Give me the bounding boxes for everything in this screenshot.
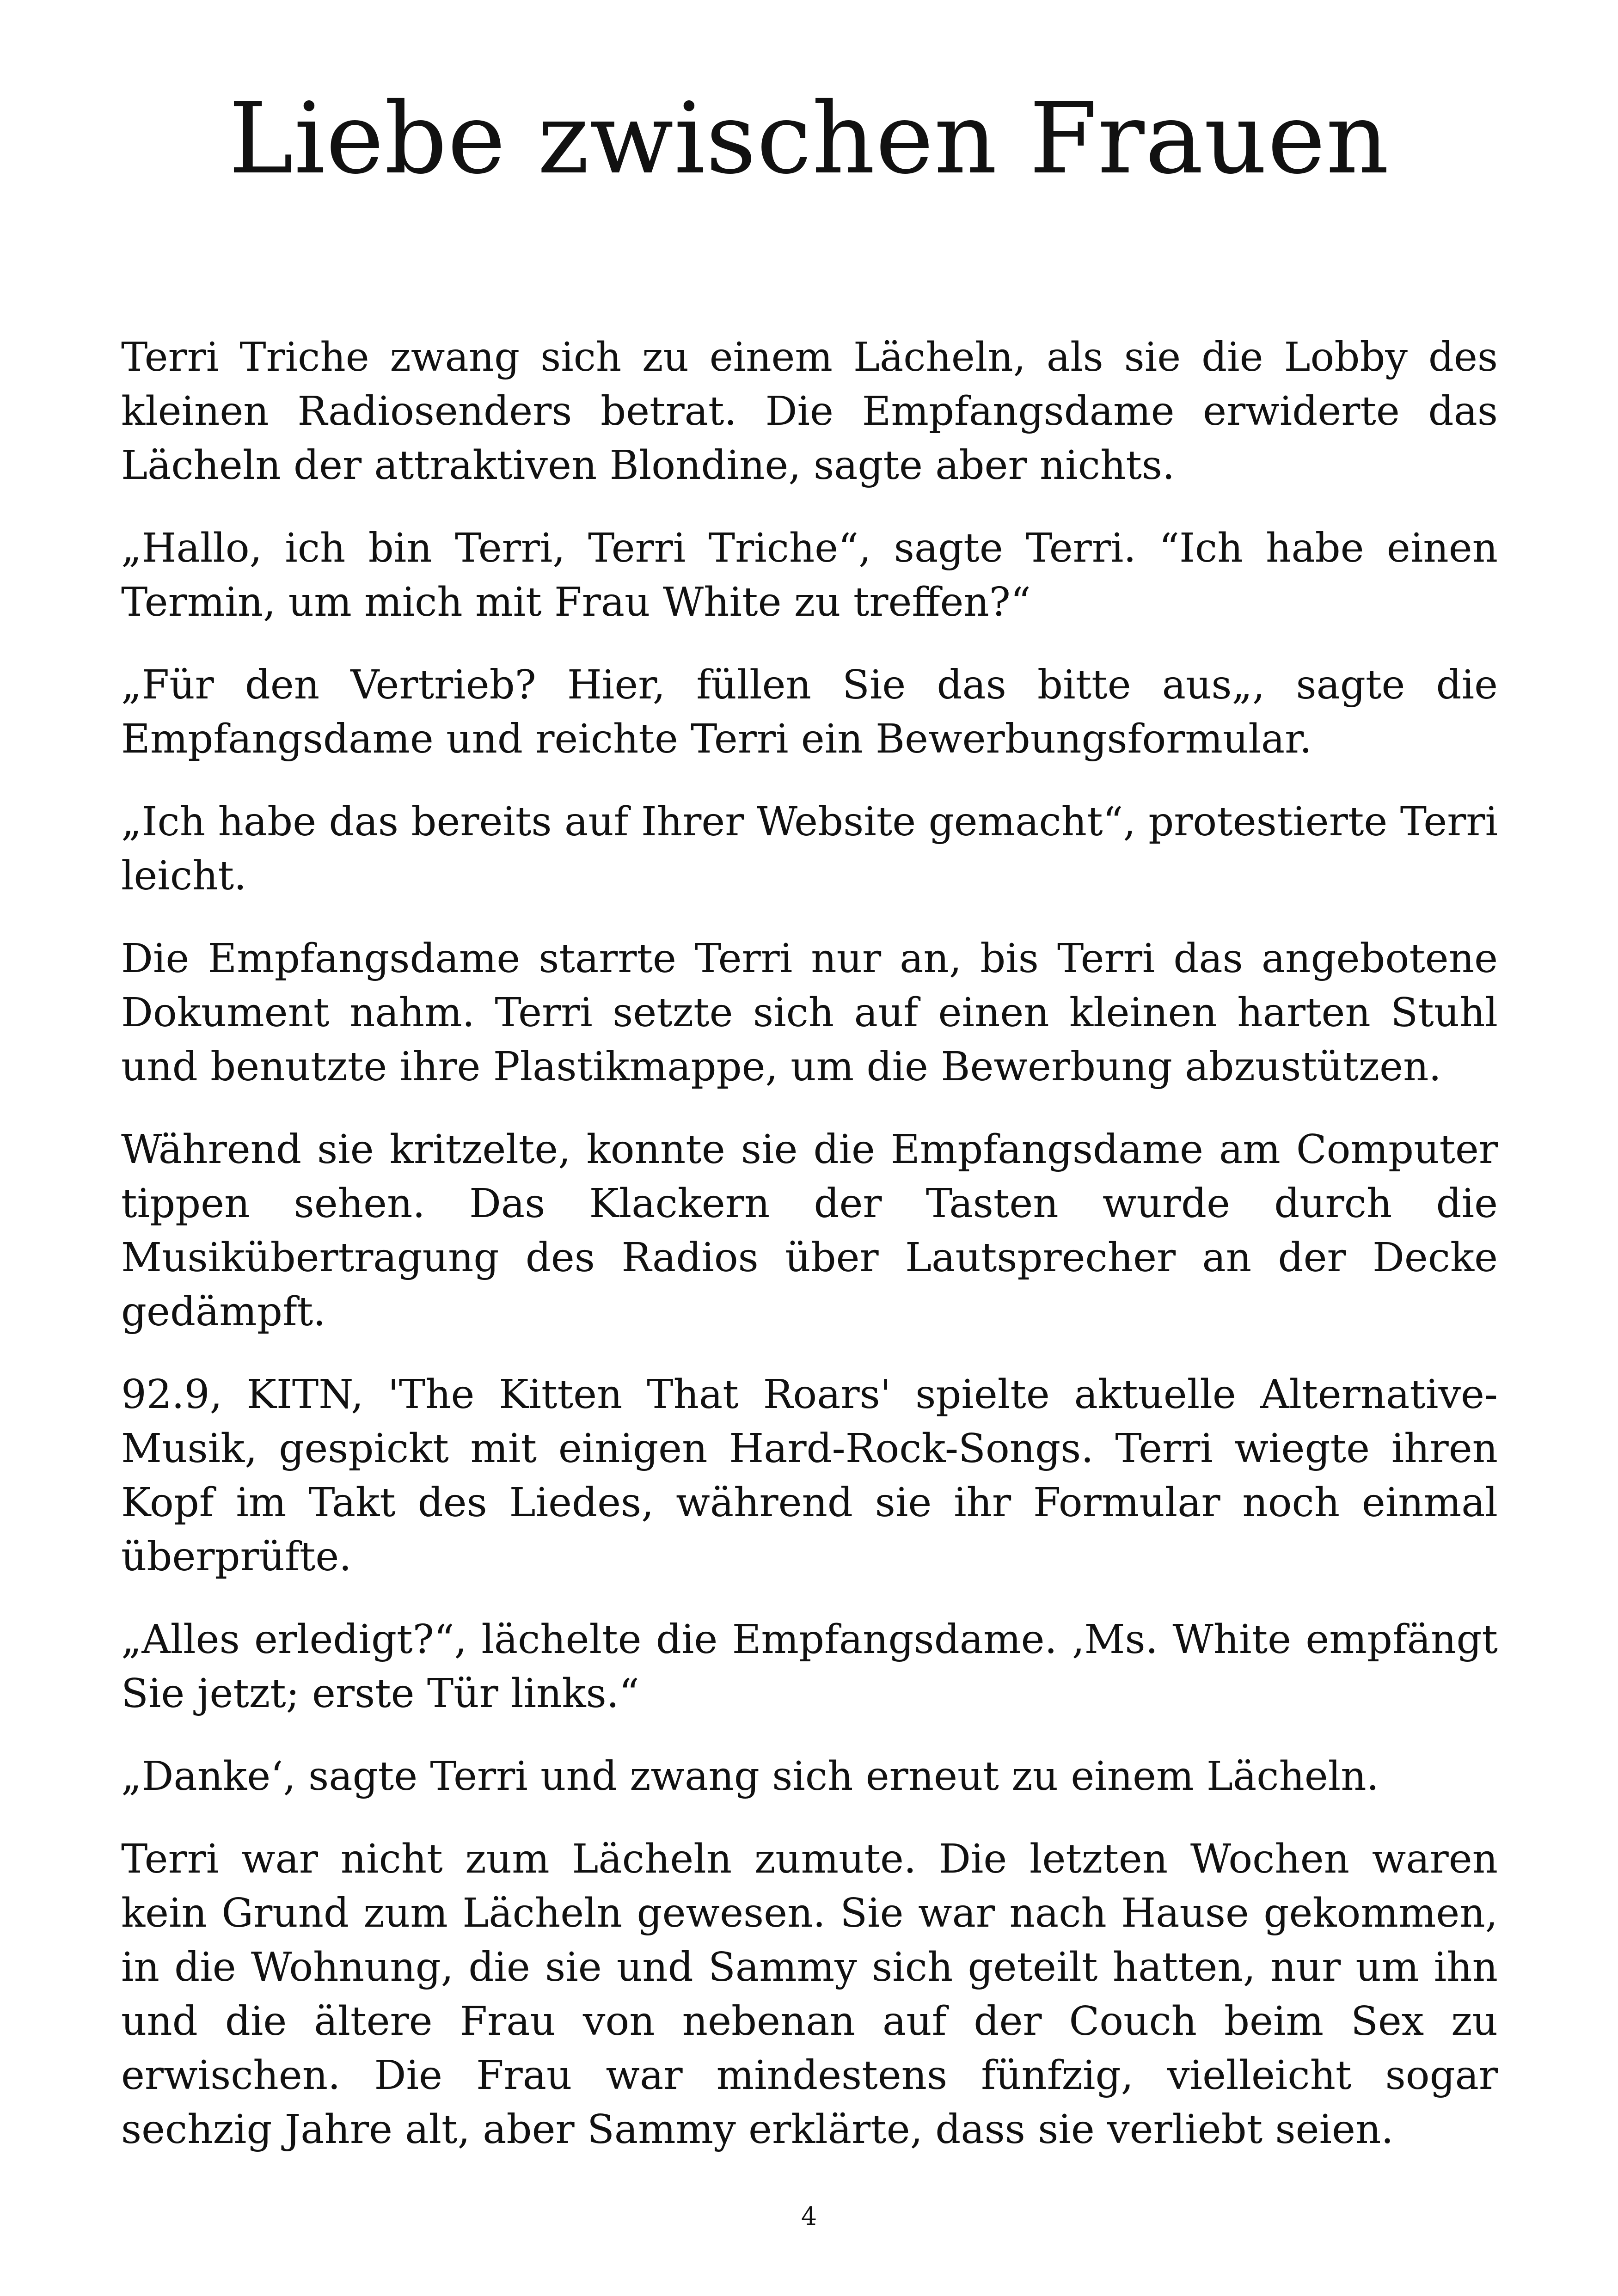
body-text [121,331,1498,2186]
paragraph-6: Während sie kritzelte, konnte sie die Empfangsdame am Computer tippen sehen. Das Klackern der Tasten wurde durch die Musikübertragung des Radios über Lautsprecher an der Decke gedämpft. [121,1127,1498,1335]
paragraph-3: „Für den Vertrieb? Hier, füllen Sie das bitte aus„, sagte die Empfangsdame und reichte Terri ein Bewerbungsformular. [121,662,1498,762]
paragraph-1: Terri Triche zwang sich zu einem Lächeln, als sie die Lobby des kleinen Radiosenders betrat. Die Empfangsdame erwiderte das Lächeln der attraktiven Blondine, sagte aber nichts. [121,334,1498,489]
page-title: Liebe zwischen Frauen [228,81,1390,196]
paragraph-4: „Ich habe das bereits auf Ihrer Website gemacht“, protestierte Terri leicht. [121,799,1498,899]
paragraph-8: „Alles erledigt?“, lächelte die Empfangsdame. ‚Ms. White empfängt Sie jetzt; erste Tür links.“ [121,1616,1498,1717]
page-number: 4 [801,2202,817,2231]
paragraph-5: Die Empfangsdame starrte Terri nur an, bis Terri das angebotene Dokument nahm. Terri setzte sich auf einen kleinen harten Stuhl und benutzte ihre Plastikmappe, um die Bewerbung abzustützen. [121,936,1498,1090]
paragraph-2: „Hallo, ich bin Terri, Terri Triche“, sagte Terri. “Ich habe einen Termin, um mich mit Frau White zu treffen?“ [121,525,1498,625]
paragraph-9: „Danke‘, sagte Terri und zwang sich erneut zu einem Lächeln. [121,1753,1379,1800]
paragraph-7: 92.9, KITN, 'The Kitten That Roars' spielte aktuelle Alternative-Musik, gespickt mit einigen Hard-Rock-Songs. Terri wiegte ihren Kopf im Takt des Liedes, während sie ihr Formular noch einmal überprüfte. [121,1371,1498,1580]
paragraph-10: Terri war nicht zum Lächeln zumute. Die letzten Wochen waren kein Grund zum Lächeln gewesen. Sie war nach Hause gekommen, in die Wohnung, die sie und Sammy sich geteilt hatten, nur um ihn und die ältere Frau von nebenan auf der Couch beim Sex zu erwischen. Die Frau war mindestens fünfzig, vielleicht sogar sechzig Jahre alt, aber Sammy erklärte, dass sie verliebt seien. [121,1836,1498,2153]
